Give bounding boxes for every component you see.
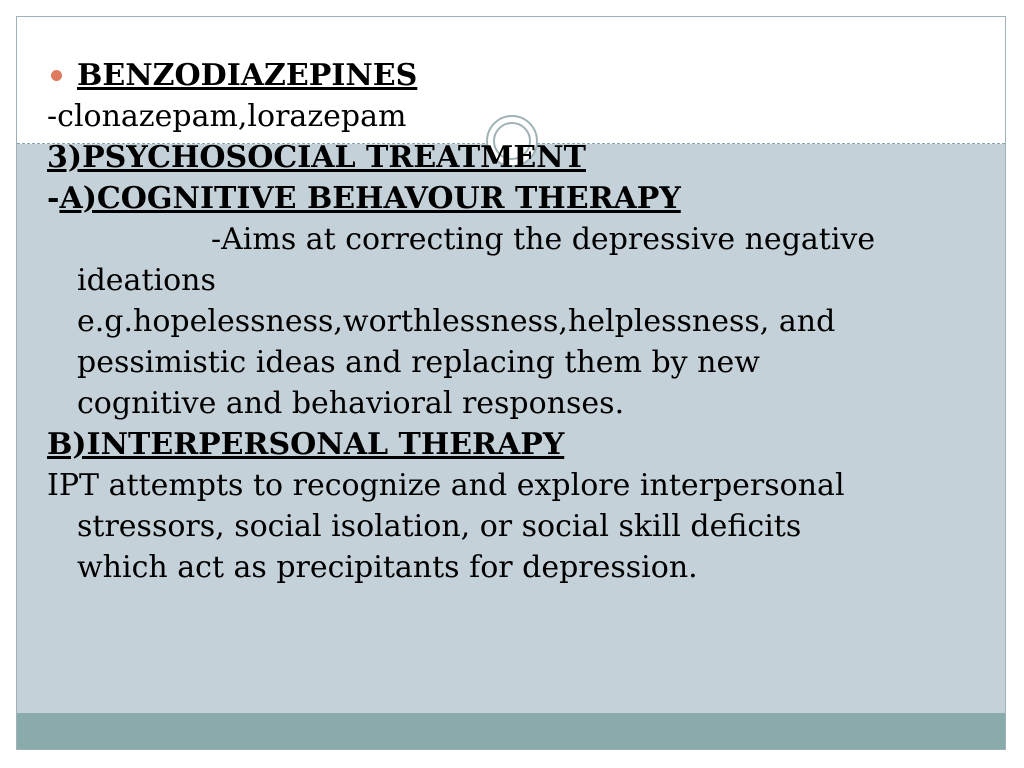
cbt-text-line: cognitive and behavioral responses. (77, 386, 625, 421)
ipt-description (47, 465, 947, 588)
ipt-text-line: stressors, social isolation, or social skill deficits (77, 509, 802, 544)
section-heading-text: 3)PSYCHOSOCIAL TREATMENT (47, 140, 586, 175)
cbt-prefix: - (47, 181, 60, 216)
ipt-text-line: which act as precipitants for depression. (77, 550, 698, 585)
slide-footer-bar (17, 713, 1005, 749)
cbt-text-line: e.g.hopelessness,worthlessness,helplessness, and (77, 304, 836, 339)
ipt-text-line: IPT attempts to recognize and explore interpersonal (47, 468, 845, 503)
bullet-icon (51, 70, 62, 81)
cbt-heading-line (47, 178, 947, 219)
psychosocial-heading (47, 137, 947, 178)
cbt-text-line: -Aims at correcting the depressive negative (211, 222, 876, 257)
cbt-text-line: ideations (77, 263, 216, 298)
cbt-heading: A)COGNITIVE BEHAVOUR THERAPY (59, 181, 681, 216)
cbt-description (47, 219, 947, 424)
ipt-heading: B)INTERPERSONAL THERAPY (47, 427, 565, 462)
bullet-item (47, 55, 947, 96)
drug-list: -clonazepam,lorazepam (47, 99, 407, 134)
cbt-text-line: pessimistic ideas and replacing them by new (77, 345, 760, 380)
benzodiazepines-heading: BENZODIAZEPINES (77, 58, 418, 93)
ipt-heading-line (47, 424, 947, 465)
slide-content (47, 55, 947, 588)
slide (16, 16, 1006, 750)
